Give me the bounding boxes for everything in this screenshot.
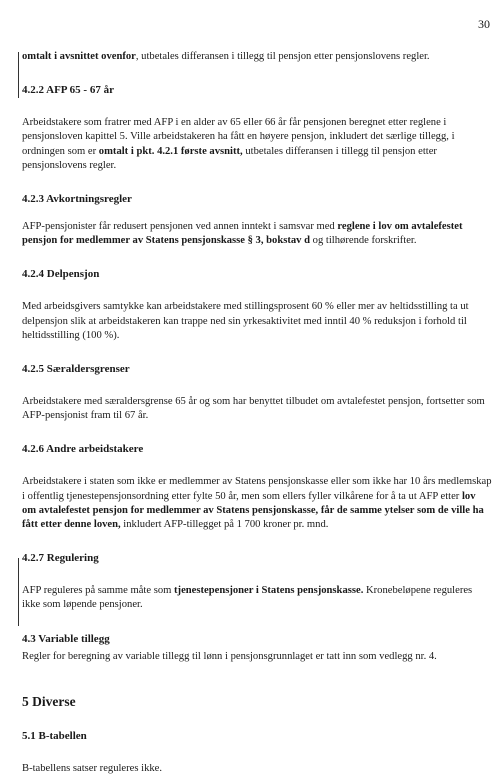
section-heading-4-2-4: 4.2.4 Delpensjon bbox=[22, 268, 100, 281]
paragraph-delpensjon bbox=[22, 300, 492, 343]
page-number: 30 bbox=[478, 17, 490, 31]
chapter-heading-5: 5 Diverse bbox=[22, 693, 76, 709]
text-run: Arbeidstakere som fratrer med AFP i en alder av 65 eller 66 år får pensjonen beregnet etter reglene i pensjonsloven kapittel 5. Ville arbeidstakeren ha fått en høyere pensjon, inkludert det særlige tillegg, i ordningen som er bbox=[22, 117, 455, 157]
paragraph-regulering bbox=[22, 584, 492, 612]
bold-text-run: tjenestepensjoner i Statens pensjonskasse. bbox=[174, 585, 364, 597]
bold-text-run: omtalt i pkt. 4.2.1 første avsnitt, bbox=[98, 145, 243, 157]
change-bar bbox=[18, 558, 19, 626]
paragraph-b-tabellen bbox=[22, 762, 492, 776]
text-run: Kronebeløpene reguleres ikke som løpende pensjoner. bbox=[22, 585, 473, 611]
paragraph-andre-arbeidstakere bbox=[22, 475, 492, 532]
section-heading-4-3: 4.3 Variable tillegg bbox=[22, 632, 110, 645]
text-run: Arbeidstakere med særaldersgrense 65 år og som har benyttet tilbudet om avtalefestet pensjon, fortsetter som AFP-pensjonist fram til 67 år. bbox=[22, 396, 485, 422]
paragraph-variable-tillegg bbox=[22, 650, 492, 664]
paragraph-saeraldersgrenser bbox=[22, 395, 492, 423]
change-bar bbox=[18, 52, 19, 98]
document-body bbox=[22, 50, 492, 776]
text-run: Arbeidstakere i staten som ikke er medlemmer av Statens pensjonskasse eller som ikke har 10 års medlemskap i offentlig tjenestepensjonsordning etter fylte 50 år, men som ellers fyller vilkårene for å ta ut AFP etter bbox=[22, 476, 492, 502]
text-run: Regler for beregning av variable tillegg til lønn i pensjonsgrunnlaget er tatt inn som vedlegg nr. 4. bbox=[22, 650, 437, 662]
section-heading-4-2-6: 4.2.6 Andre arbeidstakere bbox=[22, 443, 144, 456]
section-heading-4-2-7: 4.2.7 Regulering bbox=[22, 552, 99, 565]
text-run: inkludert AFP-tillegget på 1 700 kroner pr. mnd. bbox=[120, 519, 329, 531]
text-run: utbetales differansen i tillegg til pensjon etter pensjonslovens regler. bbox=[22, 145, 437, 171]
text-run: og tilhørende forskrifter. bbox=[310, 235, 417, 247]
bold-text-run: reglene i lov om avtalefestet pensjon for medlemmer av Statens pensjonskasse § 3, bokstav d bbox=[22, 221, 463, 247]
paragraph-avkortningsregler bbox=[22, 220, 492, 248]
text-run: B-tabellens satser reguleres ikke. bbox=[22, 762, 163, 774]
section-heading-4-2-3: 4.2.3 Avkortningsregler bbox=[22, 193, 132, 206]
section-heading-4-2-5: 4.2.5 Særaldersgrenser bbox=[22, 363, 130, 376]
bold-text-run: lov om avtalefestet pensjon for medlemmer av Statens pensjonskasse, får de samme ytelser som de ville ha fått etter denne loven, bbox=[22, 490, 484, 531]
text-run: AFP reguleres på samme måte som bbox=[22, 585, 175, 597]
paragraph-continuation bbox=[22, 50, 492, 64]
section-heading-4-2-2: 4.2.2 AFP 65 - 67 år bbox=[22, 84, 114, 97]
section-heading-5-1: 5.1 B-tabellen bbox=[22, 729, 87, 742]
bold-text-run: omtalt i avsnittet ovenfor bbox=[22, 51, 136, 62]
text-run: AFP-pensjonister får redusert pensjonen ved annen inntekt i samsvar med bbox=[22, 221, 338, 233]
text-run: Med arbeidsgivers samtykke kan arbeidstakere med stillingsprosent 60 % eller mer av heltidsstilling ta ut delpensjon slik at arbeidstakeren kan trappe ned sin yrkesaktivitet med inntil 40 % reduksjon i forhold til heltidsstilling (100 %). bbox=[22, 301, 469, 341]
text-run: , utbetales differansen i tillegg til pensjon etter pensjonslovens regler. bbox=[135, 51, 430, 62]
paragraph-afp-65-67 bbox=[22, 116, 492, 173]
